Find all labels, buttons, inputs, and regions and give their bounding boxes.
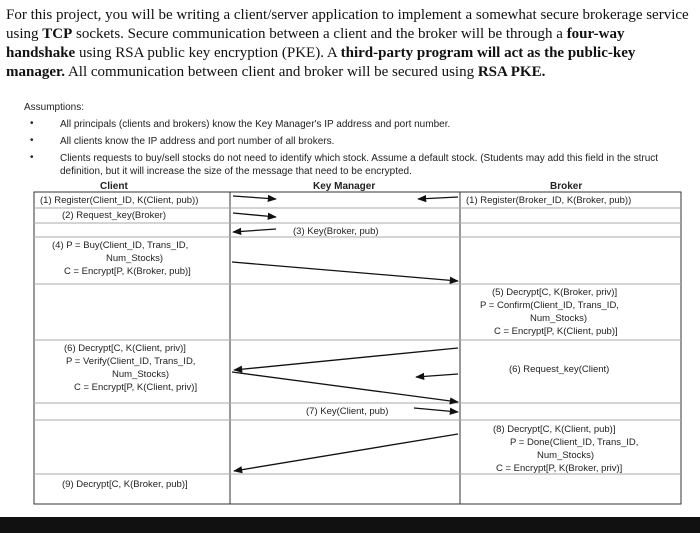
- arrow-km-key-reply: [233, 229, 276, 232]
- assumption-item-2: All clients know the IP address and port number of all brokers.: [60, 136, 335, 147]
- client-msg-9: (9) Decrypt[C, K(Broker, pub)]: [62, 479, 188, 490]
- broker-msg-8-line-3: Num_Stocks): [537, 450, 595, 461]
- arrow-broker-done: [234, 434, 458, 471]
- arrow-broker-register: [418, 197, 458, 199]
- bullet-glyph: •: [30, 118, 34, 129]
- intro-text-3: using RSA public key encryption (PKE). A: [75, 45, 341, 61]
- broker-msg-8-line-2: P = Done(Client_ID, Trans_ID,: [510, 437, 639, 448]
- intro-text-4: All communication between client and broker will be secured using: [65, 64, 478, 80]
- km-msg-3: (3) Key(Broker, pub): [293, 226, 379, 237]
- broker-msg-8-line-1: (8) Decrypt[C, K(Client, pub)]: [493, 424, 616, 435]
- intro-bold-third-party: third-party program will act as the public-key manager.: [6, 45, 636, 80]
- client-msg-2: (2) Request_key(Broker): [62, 210, 167, 221]
- client-msg-6-line-3: Num_Stocks): [112, 369, 170, 380]
- km-msg-7: (7) Key(Client, pub): [306, 406, 389, 417]
- assumption-item-1: All principals (clients and brokers) know the Key Manager's IP address and port number.: [60, 119, 451, 130]
- broker-msg-5-line-3: Num_Stocks): [530, 313, 588, 324]
- client-msg-1: (1) Register(Client_ID, K(Client, pub)): [40, 195, 199, 206]
- bottom-black-bar: [0, 517, 700, 533]
- client-msg-6-line-4: C = Encrypt[P, K(Client, priv)]: [74, 382, 198, 393]
- arrow-client-register: [233, 196, 276, 199]
- client-msg-6-line-2: P = Verify(Client_ID, Trans_ID,: [66, 356, 196, 367]
- client-msg-6-line-1: (6) Decrypt[C, K(Client, priv)]: [64, 343, 186, 354]
- column-header-key-manager: Key Manager: [313, 181, 376, 192]
- bullet-glyph: •: [30, 135, 34, 146]
- intro-bold-tcp: TCP: [42, 26, 73, 42]
- broker-msg-6: (6) Request_key(Client): [509, 364, 610, 375]
- assumptions-title: Assumptions:: [24, 102, 85, 113]
- bullet-glyph: •: [30, 152, 34, 163]
- broker-msg-8-line-4: C = Encrypt[P, K(Broker, priv)]: [496, 463, 623, 474]
- intro-text-1: For this project, you will be writing a client/server application to implement a somewhat secure brokerage service using: [6, 7, 689, 42]
- client-msg-4-line-3: C = Encrypt[P, K(Broker, pub)]: [64, 266, 191, 277]
- arrow-client-buy: [232, 262, 458, 281]
- client-msg-4-line-1: (4) P = Buy(Client_ID, Trans_ID,: [52, 240, 189, 251]
- arrow-km-client-key: [414, 408, 458, 412]
- broker-msg-1: (1) Register(Broker_ID, K(Broker, pub)): [466, 195, 632, 206]
- client-msg-4-line-2: Num_Stocks): [106, 253, 164, 264]
- column-header-client: Client: [100, 181, 128, 192]
- broker-msg-5-line-1: (5) Decrypt[C, K(Broker, priv)]: [492, 287, 618, 298]
- broker-msg-5-line-2: P = Confirm(Client_ID, Trans_ID,: [480, 300, 619, 311]
- arrow-broker-confirm: [234, 348, 458, 370]
- arrow-client-request-key: [233, 213, 276, 217]
- intro-bold-handshake: four-way handshake: [6, 26, 625, 61]
- arrow-broker-request-key: [416, 374, 458, 377]
- column-header-broker: Broker: [550, 181, 583, 192]
- intro-bold-rsa: RSA PKE.: [477, 64, 546, 80]
- broker-msg-5-line-4: C = Encrypt[P, K(Client, pub)]: [494, 326, 618, 337]
- intro-text-2: sockets. Secure communication between a client and the broker will be through a: [72, 26, 567, 42]
- assumption-item-3: Clients requests to buy/sell stocks do not need to identify which stock. Assume a default stock. (Students may add this field in the struct definition, but it will increase the size of the message that need to be encrypted.: [60, 153, 659, 177]
